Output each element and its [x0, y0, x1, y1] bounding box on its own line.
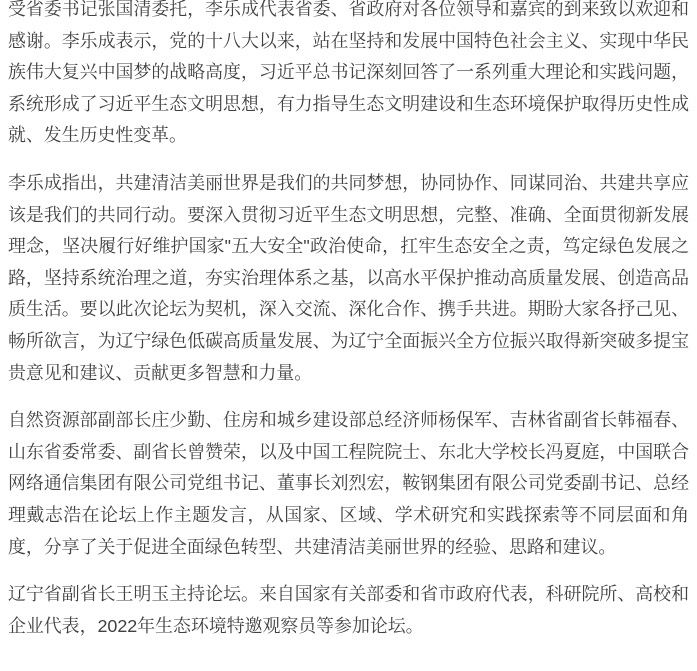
- article-paragraph-1: 受省委书记张国清委托，李乐成代表省委、省政府对各位领导和嘉宾的到来致以欢迎和感谢。李乐成表示，党的十八大以来，站在坚持和发展中国特色社会主义、实现中华民族伟大复兴中国梦的战略高度，习近平总书记深刻回答了一系列重大理论和实践问题，系统形成了习近平生态文明思想，有力指导生态文明建设和生态环境保护取得历史性成就、发生历史性变革。: [8, 0, 689, 146]
- article-body: [8, 0, 689, 642]
- article-paragraph-4: 辽宁省副省长王明玉主持论坛。来自国家有关部委和省市政府代表，科研院所、高校和企业代表，2022年生态环境特邀观察员等参加论坛。: [8, 584, 689, 636]
- article-paragraph-3: 自然资源部副部长庄少勤、住房和城乡建设部总经济师杨保军、吉林省副省长韩福春、山东省委常委、副省长曾赞荣，以及中国工程院院士、东北大学校长冯夏庭，中国联合网络通信集团有限公司党组书记、董事长刘烈宏，鞍钢集团有限公司党委副书记、总经理戴志浩在论坛上作主题发言，从国家、区域、学术研究和实践探索等不同层面和角度，分享了关于促进全面绿色转型、共建清洁美丽世界的经验、思路和建议。: [8, 410, 689, 557]
- article-paragraph-2: 李乐成指出，共建清洁美丽世界是我们的共同梦想，协同协作、同谋同治、共建共享应该是我们的共同行动。要深入贯彻习近平生态文明思想，完整、准确、全面贯彻新发展理念，坚决履行好维护国家"五大安全"政治使命，扛牢生态安全之责，笃定绿色发展之路，坚持系统治理之道，夯实治理体系之基，以高水平保护推动高质量发展、创造高品质生活。要以此次论坛为契机，深入交流、深化合作、携手共进。期盼大家各抒己见、畅所欲言，为辽宁绿色低碳高质量发展、为辽宁全面振兴全方位振兴取得新突破多提宝贵意见和建议、贡献更多智慧和力量。: [8, 172, 689, 383]
